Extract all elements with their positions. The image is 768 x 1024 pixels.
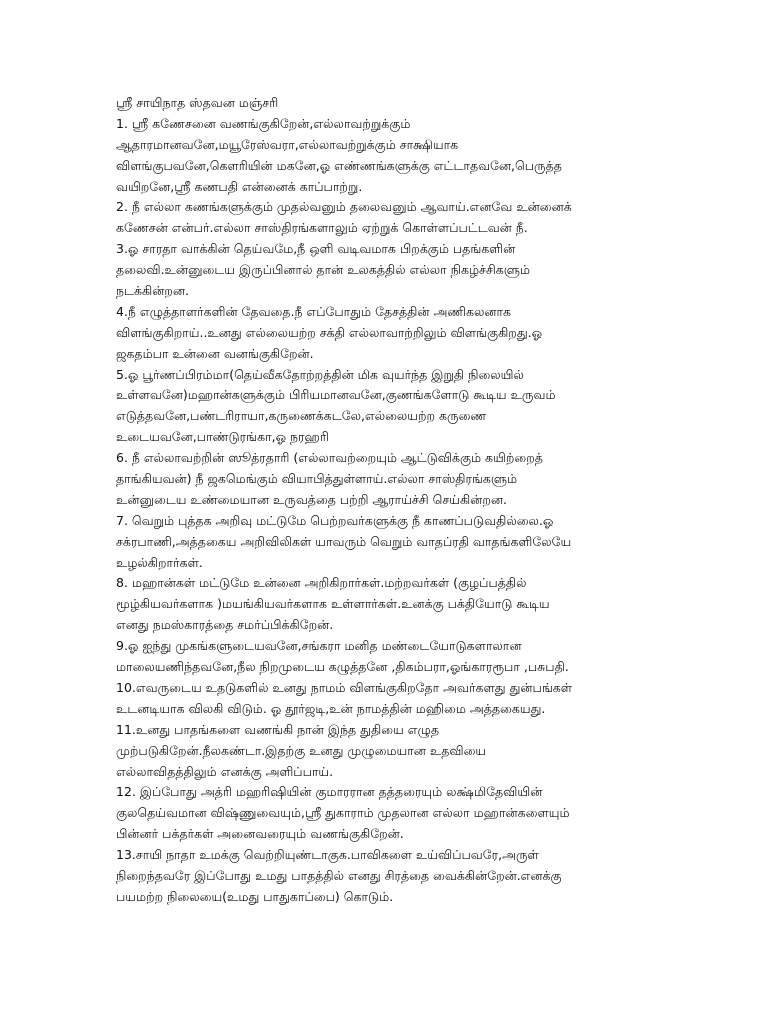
text-line: உடனடியாக விலகி விடும். ஓ தூர்ஜடி,உன் நாமத்தின் மஹிமை அத்தகையது. [116, 700, 546, 716]
text-line: 13.சாயி நாதா உமக்கு வெற்றியுண்டாகுக.பாவிகளை உய்விப்பவரே,அருள் [116, 847, 539, 863]
text-line: உள்ளவனே)மஹான்களுக்கும் பிரியமானவனே,குணங்களோடு கூடிய உருவம் [116, 387, 556, 403]
text-line: விளங்குபவனே,கௌரியின் மகனே,ஓ எண்ணங்களுக்கு எட்டாதவனே,பெருத்த [116, 157, 562, 173]
text-line: 1. ஸ்ரீ கணேசனை வணங்குகிறேன்,எல்லாவற்றுக்கும் [116, 115, 411, 131]
text-line: உடையவனே,பாண்டுரங்கா,ஓ நரஹரி [116, 429, 329, 445]
text-line: தலைவி.உன்னுடைய இருப்பினால் தான் உலகத்தில் எல்லா நிகழ்ச்சிகளும் [116, 262, 530, 278]
text-line: மாலையணிந்தவனே,நீல நிறமுடைய கழுத்தனே ,திகம்பரா,ஓங்காரரூபா ,பசுபதி. [116, 659, 569, 675]
text-line: உன்னுடைய உண்மையான உருவத்தை பற்றி ஆராய்ச்சி செய்கின்றன. [116, 491, 507, 507]
text-line: ஆதாரமானவனே,மயூரேஸ்வரா,எல்லாவற்றுக்கும் சாக்ஷியாக [116, 136, 459, 152]
text-line: 9.ஓ ஐந்து முகங்களுடையவனே,சங்கரா மனித மண்டையோடுகளாலான [116, 638, 522, 654]
text-line: 3.ஓ சாரதா வாக்கின் தெய்வமே,நீ ஒளி வடிவமாக பிறக்கும் பதங்களின் [116, 241, 516, 257]
text-line: எல்லாவிதத்திலும் எனக்கு அளிப்பாய். [116, 763, 334, 779]
text-line: எடுத்தவனே,பண்டரிராயா,கருணைக்கடலே,எல்லையற்ற கருணை [116, 408, 487, 424]
text-line: சக்ரபாணி,அத்தகைய அறிவிலிகள் யாவரும் வெறும் வாதப்ரதி வாதங்களிலேயே [116, 533, 572, 549]
text-line: பயமற்ற நிலையை(உமது பாதுகாப்பை) கொடும். [116, 888, 394, 904]
text-line: பின்னர் பக்தர்கள் அனைவரையும் வணங்குகிறேன். [116, 826, 404, 842]
text-line: 10.எவருடைய உதடுகளில் உனது நாமம் விளங்குகிறதோ அவர்களது துன்பங்கள் [116, 679, 573, 695]
text-line: 12. இப்போது அத்ரி மஹரிஷியின் குமாரரான தத்தரையும் லக்ஷ்மிதேவியின் [116, 784, 543, 800]
text-line: 5.ஓ பூர்ணப்பிரம்மா(தெய்வீகதோற்றத்தின் மிக வுயர்ந்த இறுதி நிலையில் [116, 366, 524, 382]
text-line: கணேசன் என்பர்.எல்லா சாஸ்திரங்களாலும் ஏற்றுக் கொள்ளப்பட்டவன் நீ. [116, 220, 528, 236]
text-line: ஜகதம்பா உன்னை வனங்குகிறேன். [116, 345, 314, 361]
text-line: உழல்கிறார்கள். [116, 554, 203, 570]
text-line: 7. வெறும் புத்தக அறிவு மட்டுமே பெற்றவர்களுக்கு நீ காணப்படுவதில்லை.ஓ [116, 512, 554, 528]
text-line: 4.நீ எழுத்தாளர்களின் தேவதை.நீ எப்போதும் தேசத்தின் அணிகலனாக [116, 303, 512, 319]
text-line: 6. நீ எல்லாவற்றின் ஸூத்ரதாரி (எல்லாவற்றையும் ஆட்டுவிக்கும் கயிற்றைத் [116, 450, 543, 466]
text-line: முற்படுகிறேன்.நீலகண்டா.இதற்கு உனது முழுமையான உதவியை [116, 742, 487, 758]
text-line: நடக்கின்றன. [116, 283, 189, 299]
text-line: 11.உனது பாதங்களை வணங்கி நான் இந்த துதியை எழுத [116, 721, 439, 737]
text-line: நிறைந்தவரே இப்போது உமது பாதத்தில் எனது சிரத்தை வைக்கின்றேன்.எனக்கு [116, 867, 562, 883]
text-line: எனது நமஸ்காரத்தை சமர்ப்பிக்கிறேன். [116, 617, 334, 633]
text-line: குலதெய்வமான விஷ்ணுவையும்,ஸ்ரீ துகாராம் முதலான எல்லா மஹான்களையும் [116, 805, 570, 821]
text-line: 2. நீ எல்லா கணங்களுக்கும் முதல்வனும் தலைவனும் ஆவாய்.எனவே உன்னைக் [116, 199, 572, 215]
text-line: மூழ்கியவர்களாக )மயங்கியவர்களாக உள்ளார்கள்.உனக்கு பக்தியோடு கூடிய [116, 596, 550, 612]
document-title: ஸ்ரீ சாயிநாத ஸ்தவன மஞ்சரி [116, 95, 279, 110]
text-line: வயிறனே,ஸ்ரீ கணபதி என்னைக் காப்பாற்று. [116, 178, 363, 194]
text-line: விளங்குகிறாய்..உனது எல்லையற்ற சக்தி எல்லாவாற்றிலும் விளங்குகிறது.ஓ [116, 324, 543, 340]
text-line: 8. மஹான்கள் மட்டுமே உன்னை அறிகிறார்கள்.மற்றவர்கள் (குழப்பத்தில் [116, 575, 527, 591]
document-body [116, 93, 716, 908]
text-line: தாங்கியவன்) நீ ஜகமெங்கும் வியாபித்துள்ளாய்.எல்லா சாஸ்திரங்களும் [116, 471, 518, 487]
